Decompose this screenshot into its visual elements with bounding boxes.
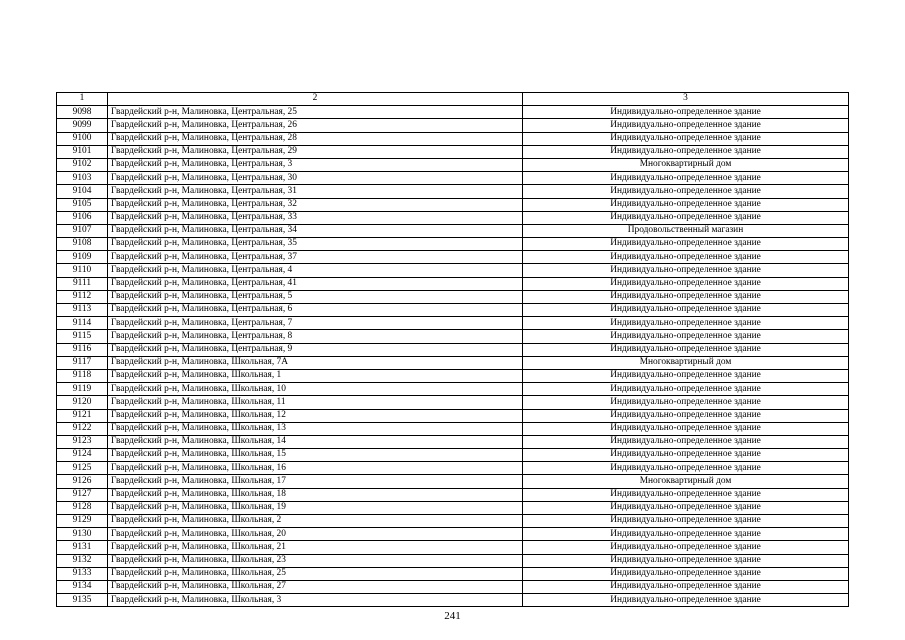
row-number: 9134 xyxy=(57,580,108,593)
row-address: Гвардейский р-н, Малиновка, Центральная, 41 xyxy=(108,277,523,290)
row-object-type: Индивидуально-определенное здание xyxy=(523,567,849,580)
row-address: Гвардейский р-н, Малиновка, Школьная, 3 xyxy=(108,594,523,607)
row-number: 9103 xyxy=(57,172,108,185)
row-object-type: Индивидуально-определенное здание xyxy=(523,132,849,145)
row-object-type: Индивидуально-определенное здание xyxy=(523,449,849,462)
row-object-type: Индивидуально-определенное здание xyxy=(523,145,849,158)
table-row xyxy=(57,158,849,171)
row-object-type: Индивидуально-определенное здание xyxy=(523,396,849,409)
row-number: 9098 xyxy=(57,106,108,119)
row-address: Гвардейский р-н, Малиновка, Центральная, 29 xyxy=(108,145,523,158)
row-object-type: Многоквартирный дом xyxy=(523,158,849,171)
table-header-row xyxy=(57,93,849,106)
row-number: 9113 xyxy=(57,304,108,317)
table-row xyxy=(57,594,849,607)
table-row xyxy=(57,567,849,580)
row-address: Гвардейский р-н, Малиновка, Школьная, 27 xyxy=(108,580,523,593)
row-number: 9129 xyxy=(57,515,108,528)
row-object-type: Многоквартирный дом xyxy=(523,356,849,369)
row-address: Гвардейский р-н, Малиновка, Центральная, 31 xyxy=(108,185,523,198)
table-row xyxy=(57,409,849,422)
table-row xyxy=(57,396,849,409)
table-row xyxy=(57,554,849,567)
row-object-type: Индивидуально-определенное здание xyxy=(523,317,849,330)
row-address: Гвардейский р-н, Малиновка, Школьная, 10 xyxy=(108,383,523,396)
row-address: Гвардейский р-н, Малиновка, Центральная, 28 xyxy=(108,132,523,145)
row-address: Гвардейский р-н, Малиновка, Школьная, 19 xyxy=(108,501,523,514)
table-row xyxy=(57,277,849,290)
row-number: 9100 xyxy=(57,132,108,145)
row-number: 9120 xyxy=(57,396,108,409)
row-object-type: Индивидуально-определенное здание xyxy=(523,541,849,554)
row-address: Гвардейский р-н, Малиновка, Центральная, 8 xyxy=(108,330,523,343)
row-object-type: Многоквартирный дом xyxy=(523,475,849,488)
table-row xyxy=(57,224,849,237)
table-row xyxy=(57,383,849,396)
table-row xyxy=(57,422,849,435)
row-address: Гвардейский р-н, Малиновка, Центральная, 37 xyxy=(108,251,523,264)
row-number: 9131 xyxy=(57,541,108,554)
row-number: 9132 xyxy=(57,554,108,567)
row-address: Гвардейский р-н, Малиновка, Центральная, 9 xyxy=(108,343,523,356)
table-row xyxy=(57,185,849,198)
row-address: Гвардейский р-н, Малиновка, Центральная, 35 xyxy=(108,238,523,251)
table-row xyxy=(57,290,849,303)
row-number: 9133 xyxy=(57,567,108,580)
row-object-type: Индивидуально-определенное здание xyxy=(523,422,849,435)
row-address: Гвардейский р-н, Малиновка, Школьная, 21 xyxy=(108,541,523,554)
row-object-type: Индивидуально-определенное здание xyxy=(523,501,849,514)
row-address: Гвардейский р-н, Малиновка, Центральная, 34 xyxy=(108,224,523,237)
row-number: 9135 xyxy=(57,594,108,607)
table-row xyxy=(57,462,849,475)
row-address: Гвардейский р-н, Малиновка, Школьная, 13 xyxy=(108,422,523,435)
row-number: 9127 xyxy=(57,488,108,501)
row-number: 9123 xyxy=(57,435,108,448)
row-address: Гвардейский р-н, Малиновка, Школьная, 2 xyxy=(108,515,523,528)
row-number: 9114 xyxy=(57,317,108,330)
table-row xyxy=(57,106,849,119)
row-object-type: Индивидуально-определенное здание xyxy=(523,251,849,264)
row-address: Гвардейский р-н, Малиновка, Школьная, 25 xyxy=(108,567,523,580)
row-object-type: Индивидуально-определенное здание xyxy=(523,435,849,448)
row-address: Гвардейский р-н, Малиновка, Центральная, 30 xyxy=(108,172,523,185)
row-number: 9124 xyxy=(57,449,108,462)
row-object-type: Индивидуально-определенное здание xyxy=(523,304,849,317)
table-row xyxy=(57,475,849,488)
row-object-type: Индивидуально-определенное здание xyxy=(523,185,849,198)
row-object-type: Продовольственный магазин xyxy=(523,224,849,237)
table-row xyxy=(57,528,849,541)
row-address: Гвардейский р-н, Малиновка, Школьная, 15 xyxy=(108,449,523,462)
table-row xyxy=(57,198,849,211)
table-body xyxy=(57,93,849,607)
row-object-type: Индивидуально-определенное здание xyxy=(523,172,849,185)
table-row xyxy=(57,304,849,317)
table-row xyxy=(57,172,849,185)
row-number: 9125 xyxy=(57,462,108,475)
row-number: 9111 xyxy=(57,277,108,290)
row-object-type: Индивидуально-определенное здание xyxy=(523,106,849,119)
row-address: Гвардейский р-н, Малиновка, Центральная, 6 xyxy=(108,304,523,317)
row-object-type: Индивидуально-определенное здание xyxy=(523,594,849,607)
row-address: Гвардейский р-н, Малиновка, Центральная, 4 xyxy=(108,264,523,277)
row-address: Гвардейский р-н, Малиновка, Центральная, 33 xyxy=(108,211,523,224)
row-address: Гвардейский р-н, Малиновка, Школьная, 1 xyxy=(108,369,523,382)
row-number: 9106 xyxy=(57,211,108,224)
table-row xyxy=(57,317,849,330)
row-number: 9101 xyxy=(57,145,108,158)
row-number: 9099 xyxy=(57,119,108,132)
table-row xyxy=(57,132,849,145)
row-object-type: Индивидуально-определенное здание xyxy=(523,488,849,501)
row-object-type: Индивидуально-определенное здание xyxy=(523,515,849,528)
row-address: Гвардейский р-н, Малиновка, Центральная, 26 xyxy=(108,119,523,132)
row-address: Гвардейский р-н, Малиновка, Школьная, 11 xyxy=(108,396,523,409)
row-address: Гвардейский р-н, Малиновка, Школьная, 23 xyxy=(108,554,523,567)
table-row xyxy=(57,488,849,501)
row-object-type: Индивидуально-определенное здание xyxy=(523,277,849,290)
row-number: 9109 xyxy=(57,251,108,264)
row-address: Гвардейский р-н, Малиновка, Школьная, 12 xyxy=(108,409,523,422)
row-number: 9108 xyxy=(57,238,108,251)
table-row xyxy=(57,356,849,369)
row-address: Гвардейский р-н, Малиновка, Школьная, 17 xyxy=(108,475,523,488)
column-header-3: 3 xyxy=(523,93,849,106)
row-address: Гвардейский р-н, Малиновка, Школьная, 7А xyxy=(108,356,523,369)
row-address: Гвардейский р-н, Малиновка, Школьная, 20 xyxy=(108,528,523,541)
row-number: 9104 xyxy=(57,185,108,198)
property-table xyxy=(56,92,849,607)
row-number: 9130 xyxy=(57,528,108,541)
row-address: Гвардейский р-н, Малиновка, Центральная, 7 xyxy=(108,317,523,330)
row-address: Гвардейский р-н, Малиновка, Центральная, 5 xyxy=(108,290,523,303)
row-object-type: Индивидуально-определенное здание xyxy=(523,343,849,356)
row-number: 9116 xyxy=(57,343,108,356)
table-row xyxy=(57,211,849,224)
table-row xyxy=(57,580,849,593)
row-address: Гвардейский р-н, Малиновка, Центральная, 32 xyxy=(108,198,523,211)
row-number: 9112 xyxy=(57,290,108,303)
table-row xyxy=(57,515,849,528)
row-number: 9107 xyxy=(57,224,108,237)
table-row xyxy=(57,435,849,448)
table-row xyxy=(57,145,849,158)
table-row xyxy=(57,238,849,251)
column-header-2: 2 xyxy=(108,93,523,106)
column-header-1: 1 xyxy=(57,93,108,106)
row-number: 9119 xyxy=(57,383,108,396)
row-number: 9126 xyxy=(57,475,108,488)
row-object-type: Индивидуально-определенное здание xyxy=(523,580,849,593)
row-object-type: Индивидуально-определенное здание xyxy=(523,211,849,224)
row-object-type: Индивидуально-определенное здание xyxy=(523,198,849,211)
row-number: 9128 xyxy=(57,501,108,514)
row-object-type: Индивидуально-определенное здание xyxy=(523,119,849,132)
row-object-type: Индивидуально-определенное здание xyxy=(523,409,849,422)
row-address: Гвардейский р-н, Малиновка, Школьная, 18 xyxy=(108,488,523,501)
table-row xyxy=(57,119,849,132)
row-object-type: Индивидуально-определенное здание xyxy=(523,554,849,567)
row-address: Гвардейский р-н, Малиновка, Центральная, 25 xyxy=(108,106,523,119)
table-row xyxy=(57,251,849,264)
row-number: 9110 xyxy=(57,264,108,277)
row-object-type: Индивидуально-определенное здание xyxy=(523,383,849,396)
row-object-type: Индивидуально-определенное здание xyxy=(523,528,849,541)
row-number: 9121 xyxy=(57,409,108,422)
table-row xyxy=(57,330,849,343)
row-number: 9105 xyxy=(57,198,108,211)
row-object-type: Индивидуально-определенное здание xyxy=(523,238,849,251)
table-row xyxy=(57,449,849,462)
table-row xyxy=(57,343,849,356)
table-row xyxy=(57,264,849,277)
table-row xyxy=(57,369,849,382)
row-address: Гвардейский р-н, Малиновка, Центральная, 3 xyxy=(108,158,523,171)
table-row xyxy=(57,501,849,514)
page-number: 241 xyxy=(444,610,461,622)
row-object-type: Индивидуально-определенное здание xyxy=(523,369,849,382)
table-row xyxy=(57,541,849,554)
row-number: 9118 xyxy=(57,369,108,382)
row-address: Гвардейский р-н, Малиновка, Школьная, 14 xyxy=(108,435,523,448)
row-number: 9102 xyxy=(57,158,108,171)
row-number: 9117 xyxy=(57,356,108,369)
row-object-type: Индивидуально-определенное здание xyxy=(523,462,849,475)
row-object-type: Индивидуально-определенное здание xyxy=(523,290,849,303)
row-number: 9122 xyxy=(57,422,108,435)
row-object-type: Индивидуально-определенное здание xyxy=(523,264,849,277)
row-number: 9115 xyxy=(57,330,108,343)
row-object-type: Индивидуально-определенное здание xyxy=(523,330,849,343)
row-address: Гвардейский р-н, Малиновка, Школьная, 16 xyxy=(108,462,523,475)
